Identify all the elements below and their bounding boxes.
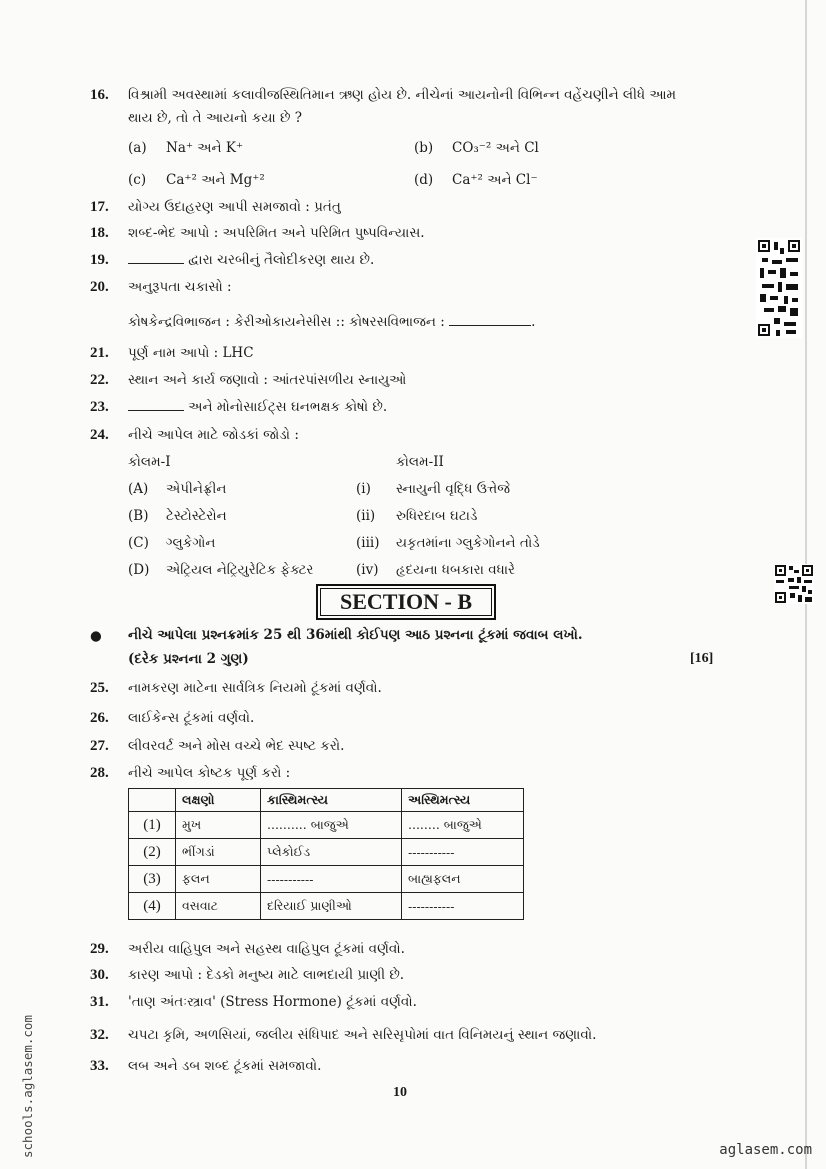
- question-28: [90, 764, 290, 782]
- question-number: 23.: [90, 399, 109, 415]
- match-row: (C) ગ્લુકેગોન: [128, 535, 216, 551]
- question-25: [90, 679, 382, 697]
- question-number: 25.: [90, 680, 109, 696]
- question-number: 20.: [90, 279, 109, 295]
- question-24: [90, 426, 299, 444]
- question-29: [90, 940, 405, 958]
- question-number: 17.: [90, 199, 109, 215]
- question-number: 22.: [90, 372, 109, 388]
- question-21: [90, 344, 254, 362]
- question-number: 31.: [90, 994, 109, 1010]
- match-row: (iii) યકૃતમાંના ગ્લુકેગોનને તોડે: [356, 535, 540, 551]
- question-text: લાઈકેન્સ ટૂંકમાં વર્ણવો.: [128, 710, 255, 726]
- question-text: નામકરણ માટેના સાર્વત્રિક નિયમો ટૂંકમાં વર્ણવો.: [128, 680, 382, 696]
- table-row: (3) ફલન ----------- બાહ્યફલન: [129, 866, 524, 893]
- question-text: ચપટા કૃમિ, અળસિયાં, જલીય સંધિપાદ અને સરિસૃપોમાં વાત વિનિમયનું સ્થાન જણાવો.: [128, 1027, 597, 1043]
- question-18: [90, 224, 425, 242]
- section-b-heading: SECTION - B: [316, 584, 496, 620]
- question-number: 29.: [90, 941, 109, 957]
- question-text: નીચે આપેલ માટે જોડકાં જોડો :: [128, 427, 299, 443]
- question-number: 21.: [90, 345, 109, 361]
- fill-blank: [449, 325, 531, 326]
- fish-comparison-table: [128, 788, 524, 920]
- question-23: [90, 398, 387, 416]
- question-number: 18.: [90, 225, 109, 241]
- column-2-heading: કોલમ-II: [396, 454, 444, 470]
- question-text: અનુરૂપતા ચકાસો :: [128, 279, 232, 295]
- question-20-analogy: કોષકેન્દ્રવિભાજન : કેરીઓકાયનેસીસ :: કોષરસવિભાજન : .: [128, 314, 536, 330]
- question-19: [90, 251, 374, 269]
- option-a: (a) Na⁺ અને K⁺: [128, 140, 244, 156]
- question-30: [90, 966, 404, 984]
- fill-blank: [128, 263, 184, 264]
- question-31: [90, 993, 417, 1011]
- match-row: (A) એપીનેફ્રીન: [128, 481, 227, 497]
- question-17: [90, 198, 341, 216]
- table-header-row: લક્ષણો કાસ્થિમત્સ્ય અસ્થિમત્સ્ય: [129, 789, 524, 812]
- footer-watermark: aglasem.com: [719, 1142, 812, 1158]
- question-text: 'તાણ અંતઃસ્ત્રાવ' (Stress Hormone) ટૂંકમાં વર્ણવો.: [128, 994, 417, 1010]
- column-1-heading: કોલમ-I: [128, 454, 171, 470]
- question-number: 27.: [90, 738, 109, 754]
- match-row: (B) ટેસ્ટોસ્ટેરોન: [128, 508, 227, 524]
- match-row: (i) સ્નાયુની વૃદ્ધિ ઉત્તેજે: [356, 481, 511, 497]
- question-27: [90, 737, 344, 755]
- question-number: 28.: [90, 765, 109, 781]
- question-text: નીચે આપેલ કોષ્ટક પૂર્ણ કરો :: [128, 765, 291, 781]
- question-20: [90, 278, 232, 296]
- question-text: અને મોનોસાઈટ્સ ઘનભક્ષક કોષો છે.: [188, 399, 388, 415]
- table-row: (2) ભીંગડાં પ્લેકોઈડ -----------: [129, 839, 524, 866]
- table-row: (1) મુખ .......... બાજુએ ........ બાજુએ: [129, 812, 524, 839]
- question-number: 24.: [90, 427, 109, 443]
- question-text: શબ્દ-ભેદ આપો : અપરિમિત અને પરિમિત પુષ્પવિન્યાસ.: [128, 225, 425, 241]
- section-b-instruction: નીચે આપેલા પ્રશ્નક્રમાંક 25 થી 36માંથી કોઈપણ આઠ પ્રશ્નના ટૂંકમાં જવાબ લખો.: [128, 627, 583, 643]
- page-number: 10: [393, 1085, 407, 1100]
- question-22: [90, 371, 406, 389]
- qr-code-side: [774, 564, 814, 604]
- fill-blank: [128, 410, 184, 411]
- match-row: (ii) રુધિરદાબ ઘટાડે: [356, 508, 478, 524]
- side-watermark: schools.aglasem.com: [20, 1015, 35, 1158]
- section-b-marks-note: (દરેક પ્રશ્નના 2 ગુણ): [128, 651, 249, 667]
- question-text: દ્વારા ચરબીનું તૈલોદીકરણ થાય છે.: [188, 252, 375, 268]
- question-16: [90, 86, 676, 104]
- table-row: (4) વસવાટ દરિયાઈ પ્રાણીઓ -----------: [129, 893, 524, 920]
- question-text: પૂર્ણ નામ આપો : LHC: [128, 345, 254, 361]
- question-text: યોગ્ય ઉદાહરણ આપી સમજાવો : પ્રતંતુ: [128, 199, 341, 215]
- option-b: (b) CO₃⁻² અને Cl: [414, 140, 539, 156]
- question-text: લબ અને ડબ શબ્દ ટૂંકમાં સમજાવો.: [128, 1058, 322, 1074]
- match-row: (D) એટ્રિયલ નેટ્રિયુરેટિક ફેક્ટર: [128, 562, 314, 578]
- match-row: (iv) હૃદયના ધબકારા વધારે: [356, 562, 516, 578]
- question-26: [90, 709, 254, 727]
- section-b-total-marks: [16]: [690, 651, 714, 666]
- question-text: વિશ્રામી અવસ્થામાં કલાવીજસ્થિતિમાન ઋણ હોય છે. નીચેનાં આયનોની વિભિન્ન વહેંચણીને લીધે આમ: [128, 87, 677, 103]
- question-number: 33.: [90, 1058, 109, 1074]
- question-number: 30.: [90, 967, 109, 983]
- option-c: (c) Ca⁺² અને Mg⁺²: [128, 172, 265, 188]
- option-d: (d) Ca⁺² અને Cl⁻: [414, 172, 538, 188]
- question-text: કારણ આપો : દેડકો મનુષ્ય માટે લાભદાયી પ્રાણી છે.: [128, 967, 405, 983]
- question-text: લીવરવર્ટ અને મોસ વચ્ચે ભેદ સ્પષ્ટ કરો.: [128, 738, 345, 754]
- instruction-bullet: ●: [90, 628, 102, 644]
- question-text: સ્થાન અને કાર્ય જણાવો : આંતરપાંસળીય સ્નાયુઓ: [128, 372, 407, 388]
- question-number: 26.: [90, 710, 109, 726]
- question-32: [90, 1026, 596, 1044]
- qr-code-top: [756, 238, 802, 338]
- question-33: [90, 1057, 321, 1075]
- question-16-line2: થાય છે, તો તે આયનો કયા છે ?: [128, 110, 302, 126]
- question-text: અરીય વાહિપુલ અને સહસ્થ વાહિપુલ ટૂંકમાં વર્ણવો.: [128, 941, 405, 957]
- question-number: 16.: [90, 87, 109, 103]
- question-number: 32.: [90, 1027, 109, 1043]
- question-number: 19.: [90, 252, 109, 268]
